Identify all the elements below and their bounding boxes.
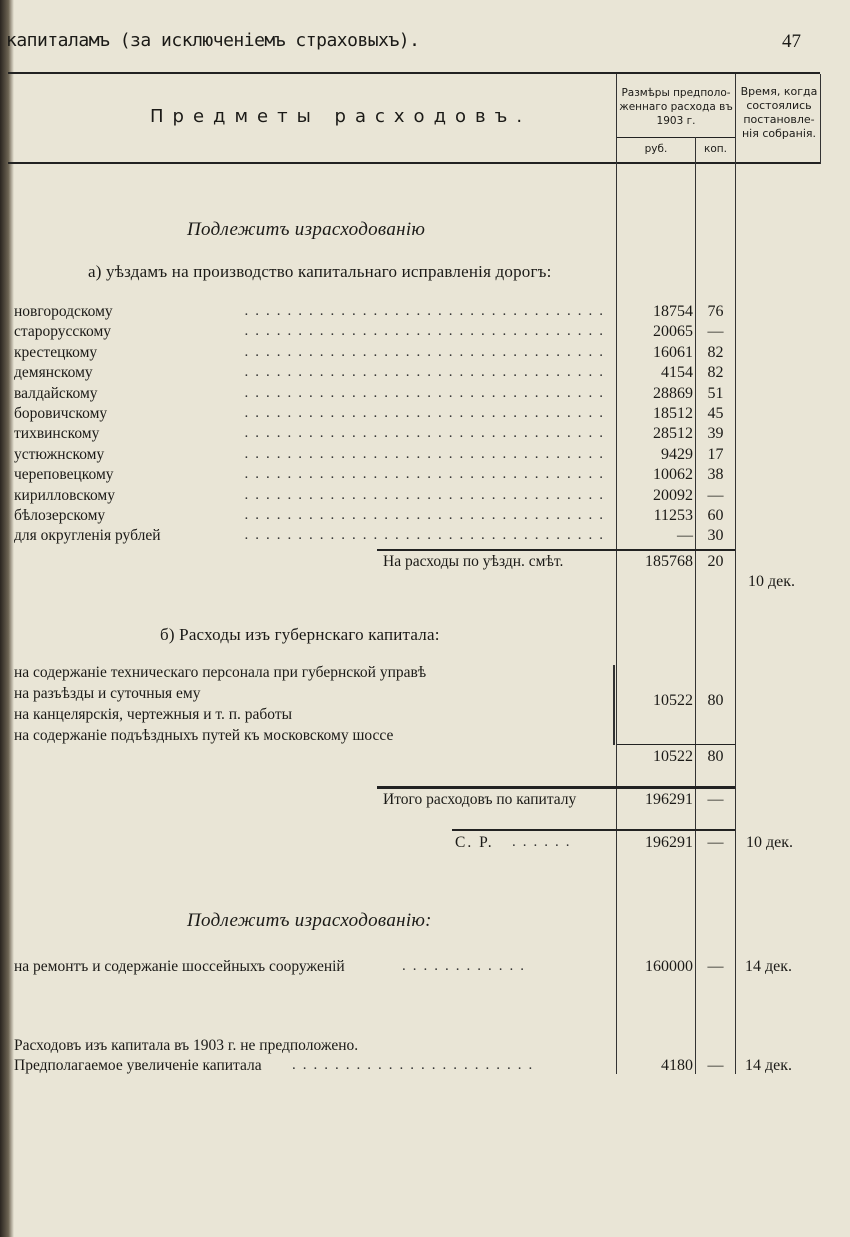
uezd-row-kop: 82	[707, 343, 724, 361]
itogo-rule	[377, 786, 735, 789]
sr-rub: 196291	[645, 834, 693, 851]
uezd-row-label: тихвинскому	[14, 425, 100, 443]
increase-label: Предполагаемое увеличеніе капитала	[14, 1057, 262, 1074]
section1-subheading: а) уѣздамъ на производство капитальнаго исправленія дорогъ:	[88, 262, 552, 281]
uezd-row-label: устюжнскому	[14, 445, 105, 463]
leader-dots: ..................................	[244, 527, 610, 544]
section2-sum-kop: 80	[707, 748, 724, 765]
section2-sum-rub: 10522	[653, 748, 693, 765]
section3-note: Расходовъ изъ капитала въ 1903 г. не предположено.	[14, 1037, 359, 1054]
section2-item: на канцелярскія, чертежныя и т. п. работы	[14, 706, 293, 723]
uezd-row-rub: 16061	[653, 343, 693, 361]
uezd-row-kop: —	[707, 323, 724, 341]
sr-kop: —	[707, 834, 724, 851]
itogo-rub: 196291	[645, 791, 693, 808]
page-binding-shadow	[0, 0, 14, 1237]
increase-date: 14 дек.	[745, 1057, 793, 1074]
uezd-row-label: крестецкому	[14, 343, 98, 361]
col-rule-right	[820, 74, 821, 164]
uezd-row-label: череповецкому	[14, 466, 114, 484]
uezd-row-rub: 9429	[661, 445, 693, 463]
col-rule-kop	[735, 74, 736, 1074]
uezd-row-kop: 60	[707, 507, 724, 524]
leader-dots: ..................................	[244, 405, 610, 421]
uezd-row-kop: 82	[707, 364, 724, 382]
section2-sum-rule	[617, 744, 735, 745]
leader-dots: ..................................	[244, 364, 610, 381]
uezd-row-rub: —	[677, 527, 693, 545]
section1-heading: Подлежитъ израсходованію	[187, 219, 426, 240]
itogo-label: Итого расходовъ по капиталу	[383, 791, 577, 808]
table-top-rule	[8, 72, 820, 74]
uezd-row-label: боровичскому	[14, 405, 108, 422]
leader-dots: ..................................	[244, 303, 610, 319]
running-head: капиталамъ (за исключеніемъ страховыхъ).	[6, 30, 420, 51]
header-sub-rule	[617, 137, 735, 138]
uezd-row-rub: 28869	[653, 384, 693, 402]
section1-total-rule	[377, 549, 735, 551]
uezd-row-kop: 45	[707, 405, 724, 422]
uezd-row-kop: 30	[707, 527, 724, 545]
header-subjects: Предметы расходовъ.	[150, 106, 532, 127]
section3-row-date: 14 дек.	[745, 958, 793, 975]
uezd-row-label: демянскому	[14, 364, 93, 382]
uezd-row-label: старорусскому	[14, 323, 112, 341]
leader-dots: ..................................	[244, 384, 610, 401]
uezd-row-kop: 17	[707, 445, 724, 463]
uezd-row-label: новгородскому	[14, 303, 113, 320]
uezd-row-rub: 28512	[653, 425, 693, 443]
header-bottom-rule	[8, 162, 820, 164]
sr-dots: ......	[512, 834, 577, 850]
section3-row-dots: ............	[402, 958, 531, 974]
uezd-row-rub: 11253	[653, 507, 693, 524]
section3-heading: Подлежитъ израсходованію:	[187, 910, 432, 931]
sr-date: 10 дек.	[746, 834, 794, 851]
header-amount: Размѣры предполо-женнаго расхода въ 1903 г.	[619, 87, 733, 127]
page-number: 47	[782, 31, 801, 52]
uezd-row-rub: 10062	[653, 466, 693, 484]
uezd-row-kop: —	[707, 486, 724, 504]
leader-dots: ..................................	[244, 343, 610, 360]
header-kop: коп.	[704, 143, 727, 155]
leader-dots: ..................................	[244, 486, 610, 503]
col-rule-rub	[695, 137, 696, 1074]
sr-rule	[452, 829, 735, 831]
section3-row-kop: —	[707, 958, 724, 975]
section3-row-label: на ремонтъ и содержаніе шоссейныхъ сооруженій	[14, 958, 345, 975]
uezd-row-rub: 18512	[653, 405, 693, 422]
uezd-row-kop: 38	[707, 466, 724, 484]
increase-kop: —	[707, 1057, 724, 1074]
uezd-row-kop: 51	[707, 384, 724, 402]
leader-dots: ..................................	[244, 425, 610, 442]
header-time: Время, когда состоялись постановле-нія собранія.	[740, 85, 818, 140]
uezd-row-rub: 18754	[653, 303, 693, 320]
section2-item: на разъѣзды и суточныя ему	[14, 685, 201, 702]
leader-dots: ..................................	[244, 507, 610, 523]
section1-total-rub: 185768	[645, 553, 693, 570]
section1-total-kop: 20	[707, 553, 724, 570]
section2-item: на содержаніе подъѣздныхъ путей къ московскому шоссе	[14, 727, 394, 744]
uezd-row-kop: 76	[707, 303, 724, 320]
uezd-row-rub: 20092	[653, 486, 693, 504]
uezd-row-label: валдайскому	[14, 384, 98, 402]
uezd-row-rub: 4154	[661, 364, 693, 382]
uezd-row-kop: 39	[707, 425, 724, 443]
increase-dots: .......................	[292, 1057, 540, 1073]
section2-item: на содержаніе техническаго персонала при губернской управѣ	[14, 664, 427, 681]
increase-rub: 4180	[661, 1057, 693, 1074]
col-rule-subjects	[616, 74, 617, 1074]
leader-dots: ..................................	[244, 445, 610, 462]
section3-row-rub: 160000	[645, 958, 693, 975]
uezd-row-rub: 20065	[653, 323, 693, 341]
section2-brace	[613, 665, 615, 745]
uezd-row-label: для округленія рублей	[14, 527, 161, 545]
section2-subheading: б) Расходы изъ губернскаго капитала:	[160, 625, 440, 644]
itogo-kop: —	[707, 791, 724, 808]
sr-label: С. Р.	[455, 834, 494, 851]
leader-dots: ..................................	[244, 466, 610, 483]
section2-group-kop: 80	[707, 692, 724, 709]
section1-total-label: На расходы по уѣздн. смѣт.	[383, 553, 564, 570]
uezd-row-label: бѣлозерскому	[14, 507, 106, 524]
section1-date: 10 дек.	[748, 573, 796, 590]
header-rub: руб.	[644, 143, 668, 155]
leader-dots: ..................................	[244, 323, 610, 340]
section2-group-rub: 10522	[653, 692, 693, 709]
uezd-row-label: кирилловскому	[14, 486, 115, 504]
